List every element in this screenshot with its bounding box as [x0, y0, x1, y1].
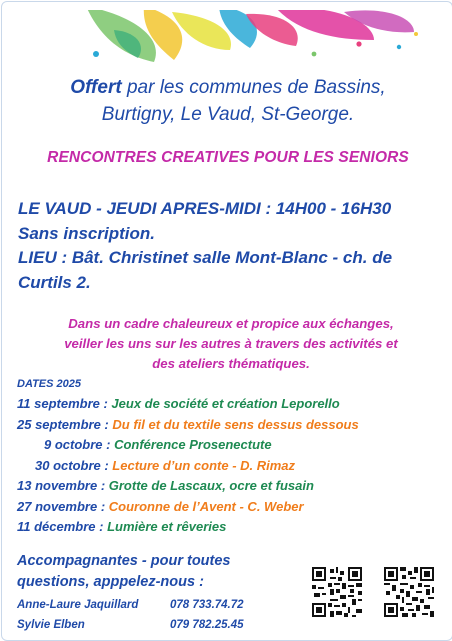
date-row	[17, 477, 314, 495]
location-line-2: Curtils 2.	[18, 272, 91, 292]
flyer	[1, 1, 452, 641]
activity-label: Lecture d’un conte - D. Rimaz	[112, 457, 296, 473]
contact-name: Anne-Laure Jaquillard	[17, 599, 139, 611]
location-line-1: LIEU : Bât. Christinet salle Mont-Blanc - ch. de	[18, 248, 393, 267]
activity-label: Du fil et du textile sens dessus dessous	[112, 416, 359, 432]
activity-label: Lumière et rêveries	[107, 519, 227, 534]
intro-line-1: Dans un cadre chaleureux et propice aux échanges,	[68, 316, 394, 331]
contact-line-1: Accompagnantes - pour toutes	[17, 553, 231, 569]
contact-heading	[17, 551, 231, 593]
date-label: 13 novembre :	[17, 478, 109, 493]
dates-heading: DATES 2025	[17, 378, 81, 390]
intro-text	[26, 314, 436, 374]
event-info	[18, 197, 443, 295]
date-label: 11 décembre :	[17, 519, 108, 534]
date-row	[17, 498, 304, 516]
date-label: 11 septembre :	[17, 396, 112, 411]
schedule-line: LE VAUD - JEUDI APRES-MIDI : 14H00 - 16H30	[18, 199, 392, 218]
registration-note: Sans inscription.	[18, 223, 155, 243]
date-label: 9 octobre :	[44, 437, 115, 452]
activity-label: Jeux de société et création Leporello	[111, 396, 340, 411]
activity-label: Couronne de l’Avent - C. Weber	[108, 498, 304, 514]
contact-person	[17, 599, 244, 611]
date-label: 25 septembre :	[17, 416, 113, 432]
date-label: 30 octobre :	[35, 457, 113, 473]
contact-person	[17, 619, 244, 631]
intro-line-2: veiller les uns sur les autres à travers des activités et	[64, 336, 398, 351]
date-row	[35, 457, 295, 475]
activity-label: Conférence Prosenectute	[114, 437, 272, 452]
decorative-banner	[14, 10, 434, 68]
offer-communes-part-1: par les communes de Bassins,	[121, 77, 386, 98]
event-headline: RENCONTRES CREATIVES POUR LES SENIORS	[47, 149, 409, 166]
offer-label: Offert	[70, 77, 122, 98]
date-row	[17, 395, 340, 413]
date-label: 27 novembre :	[17, 498, 109, 514]
activity-label: Grotte de Lascaux, ocre et fusain	[108, 478, 314, 493]
contact-line-2: questions, apppelez-nous :	[17, 574, 204, 590]
qr-code-icon[interactable]	[384, 567, 434, 617]
contact-phone[interactable]: 079 782.25.45	[170, 619, 244, 631]
offer-statement	[2, 74, 452, 128]
date-row	[17, 518, 226, 536]
date-row	[17, 416, 359, 434]
offer-communes-part-2: Burtigny, Le Vaud, St-George.	[101, 104, 355, 125]
paint-splash-illustration	[14, 10, 434, 68]
contact-phone[interactable]: 078 733.74.72	[170, 599, 244, 611]
offer-line-1	[2, 74, 452, 101]
intro-line-3: des ateliers thématiques.	[152, 356, 310, 371]
contact-name: Sylvie Elben	[17, 619, 85, 631]
qr-code-icon[interactable]	[312, 567, 362, 617]
date-row	[44, 436, 272, 454]
